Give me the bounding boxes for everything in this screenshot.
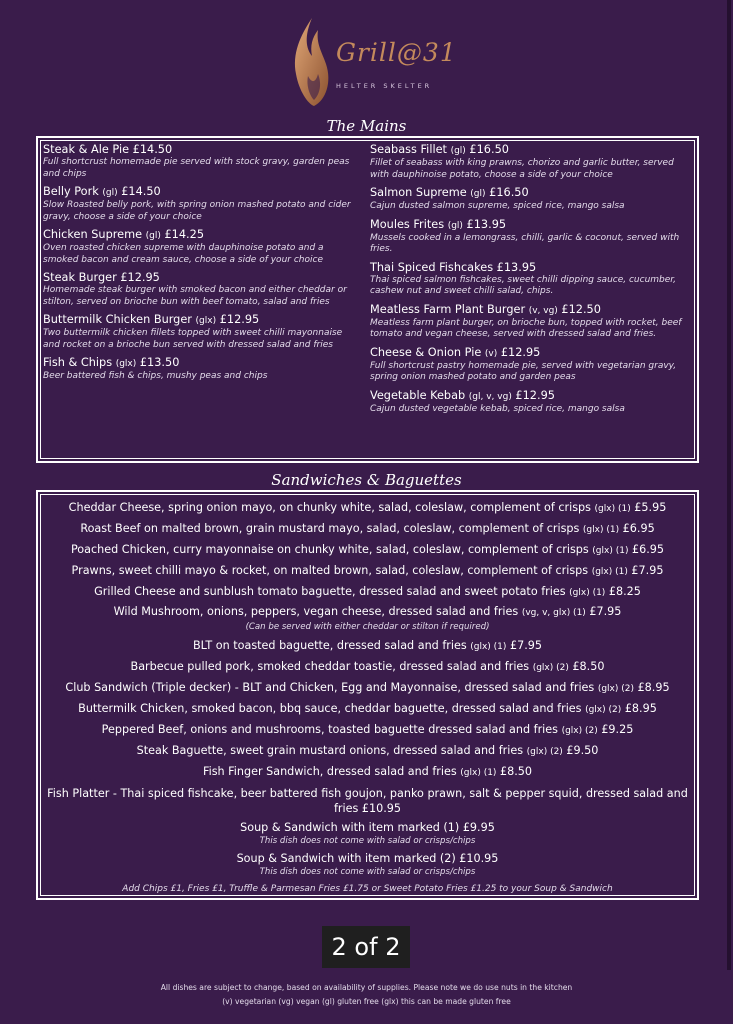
sandwich-row	[44, 561, 691, 582]
item-price: £12.50	[561, 302, 601, 316]
menu-item	[370, 346, 692, 384]
sandwich-price: £8.50	[572, 660, 605, 673]
item-title: Vegetable Kebab	[370, 388, 466, 402]
sandwich-row	[44, 657, 691, 678]
item-price: £12.95	[219, 313, 260, 326]
sandwich-text: Fish Finger Sandwich, dressed salad and fries	[202, 765, 457, 778]
sandwich-price: £8.50	[500, 765, 533, 778]
diet-tag: (glx) (1)	[460, 768, 497, 778]
item-desc: Beer battered fish & chips, mushy peas and chips	[43, 371, 268, 381]
diet-tag: (gl)	[145, 231, 161, 241]
sandwich-row	[44, 741, 691, 762]
diet-tag: (vg, v, glx) (1)	[521, 608, 586, 618]
footer-disclaimer: All dishes are subject to change, based on availability of supplies. Please note we do use nuts in the kitchen	[160, 983, 573, 992]
sandwich-price: £9.25	[601, 723, 634, 736]
sandwich-text: Peppered Beef, onions and mushrooms, toasted baguette dressed salad and fries	[101, 723, 559, 736]
diet-tag: (gl)	[450, 146, 466, 156]
fish-platter: Fish Platter - Thai spiced fishcake, beer battered fish goujon, panko prawn, salt & pepper squid, dressed salad and fries £10.95	[47, 787, 688, 815]
item-title: Meatless Farm Plant Burger	[370, 302, 526, 316]
sandwiches-title: Sandwiches & Baguettes	[271, 471, 462, 489]
sandwich-text: Prawns, sweet chilli mayo & rocket, on malted brown, salad, coleslaw, complement of crisps	[71, 564, 589, 577]
item-title: Belly Pork	[43, 185, 99, 198]
item-price: £13.50	[139, 356, 180, 369]
sandwich-row	[44, 540, 691, 561]
sandwich-row	[44, 636, 691, 657]
sandwich-row	[44, 762, 691, 783]
footer-legend: (v) vegetarian (vg) vegan (gl) gluten free (glx) this can be made gluten free	[222, 997, 511, 1006]
sandwich-price: £9.50	[566, 744, 599, 757]
diet-tag: (glx) (2)	[597, 684, 634, 694]
item-desc: Mussels cooked in a lemongrass, chilli, garlic & coconut, served with fries.	[370, 232, 680, 254]
diet-tag: (gl)	[470, 189, 486, 199]
item-name	[43, 185, 361, 200]
menu-item	[370, 303, 692, 341]
item-name	[43, 313, 361, 328]
diet-tag: (gl, v, vg)	[468, 391, 512, 402]
sandwich-row	[44, 498, 691, 519]
item-name: Thai Spiced Fishcakes £13.95	[370, 260, 537, 274]
flame-icon	[290, 16, 332, 108]
sandwich-row	[44, 519, 691, 540]
sandwich-price: £7.95	[509, 639, 543, 652]
menu-item	[43, 143, 361, 180]
item-title: Seabass Fillet	[370, 143, 447, 156]
sandwich-row	[44, 603, 691, 622]
item-name: Steak Burger £12.95	[43, 271, 160, 284]
item-price: £14.50	[121, 185, 161, 198]
mains-left-column	[43, 143, 361, 388]
diet-tag: (glx) (1)	[470, 642, 507, 652]
menu-item	[370, 218, 692, 256]
diet-tag: (glx)	[195, 316, 217, 326]
soup-sandwich-2-note: This dish does not come with salad or crisps/chips	[259, 867, 476, 877]
sandwich-text: Grilled Cheese and sunblush tomato baguette, dressed salad and sweet potato fries	[94, 585, 566, 598]
mains-frame	[36, 136, 699, 463]
diet-tag: (glx) (1)	[591, 567, 628, 577]
sandwich-text: Wild Mushroom, onions, peppers, vegan cheese, dressed salad and fries	[113, 605, 519, 618]
menu-item	[370, 143, 692, 181]
menu-item	[43, 185, 361, 223]
sandwich-text: Barbecue pulled pork, smoked cheddar toastie, dressed salad and fries	[130, 660, 530, 673]
item-desc: Cajun dusted salmon supreme, spiced rice, mango salsa	[370, 201, 625, 211]
sandwich-price: £7.95	[589, 605, 622, 618]
item-title: Cheese & Onion Pie	[370, 345, 482, 359]
brand-subtitle: HELTER SKELTER	[336, 82, 433, 90]
item-name	[43, 356, 361, 371]
diet-tag: (glx) (1)	[594, 504, 631, 514]
menu-item	[43, 356, 361, 383]
item-title: Buttermilk Chicken Burger	[43, 313, 192, 326]
item-name	[43, 228, 361, 243]
item-desc: Slow Roasted belly pork, with spring onion mashed potato and cider gravy, choose a side of your choice	[43, 200, 351, 222]
diet-tag: (glx) (2)	[532, 663, 569, 673]
item-title: Chicken Supreme	[43, 228, 143, 241]
item-price: £12.95	[515, 388, 555, 402]
sandwich-text: Poached Chicken, curry mayonnaise on chunky white, salad, coleslaw, complement of crisps	[70, 543, 589, 556]
soup-sandwich-1: Soup & Sandwich with item marked (1) £9.95	[240, 821, 495, 834]
menu-item	[370, 186, 692, 213]
item-title: Moules Frites	[370, 217, 445, 231]
item-desc: Thai spiced salmon fishcakes, sweet chilli dipping sauce, cucumber, cashew nut and sweet chilli salad, chips.	[370, 274, 677, 296]
item-price: £13.95	[466, 217, 507, 231]
mains-right-column	[370, 143, 692, 420]
sandwich-row	[44, 582, 691, 603]
brand-name: Grill@31	[336, 38, 457, 67]
diet-tag: (gl)	[447, 220, 463, 231]
soup-sandwich-2: Soup & Sandwich with item marked (2) £10.95	[236, 852, 499, 865]
diet-tag: (glx) (1)	[569, 588, 606, 598]
sandwich-row	[44, 720, 691, 741]
item-desc: Meatless farm plant burger, on brioche bun, topped with rocket, beef tomato and vegan cheese, served with dressed salad and fries.	[370, 317, 682, 339]
sandwich-price: £6.95	[622, 522, 655, 535]
sandwich-list	[44, 498, 691, 898]
diet-tag: (glx)	[115, 359, 137, 369]
item-name	[370, 303, 692, 318]
item-price: £16.50	[469, 143, 509, 156]
menu-item	[370, 261, 692, 298]
sandwich-text: BLT on toasted baguette, dressed salad and fries	[192, 639, 467, 652]
soup-sandwich-1-note: This dish does not come with salad or crisps/chips	[259, 836, 476, 846]
sandwich-price: £8.25	[608, 585, 641, 598]
page-indicator: 2 of 2	[322, 926, 410, 968]
diet-tag: (v, vg)	[528, 305, 558, 316]
sandwich-price: £8.95	[637, 681, 670, 694]
sandwich-text: Cheddar Cheese, spring onion mayo, on chunky white, salad, coleslaw, complement of crisps	[68, 501, 591, 514]
sandwich-text: Steak Baguette, sweet grain mustard onions, dressed salad and fries	[136, 744, 524, 757]
sandwich-price: £7.95	[631, 564, 664, 577]
item-desc: Oven roasted chicken supreme with dauphinoise potato and a smoked bacon and cream sauce, choose a side of your choice	[43, 243, 324, 265]
diet-tag: (v)	[484, 348, 498, 359]
item-title: Fish & Chips	[43, 356, 113, 369]
diet-tag: (glx) (1)	[592, 546, 629, 556]
sandwich-price: £6.95	[632, 543, 665, 556]
item-price: £12.95	[500, 345, 541, 359]
item-desc: Full shortcrust homemade pie served with stock gravy, garden peas and chips	[43, 157, 350, 179]
menu-item	[43, 228, 361, 266]
sandwich-text: Club Sandwich (Triple decker) - BLT and Chicken, Egg and Mayonnaise, dressed salad and fries	[65, 681, 595, 694]
sandwich-row	[44, 678, 691, 699]
sandwich-text: Buttermilk Chicken, smoked bacon, bbq sauce, cheddar baguette, dressed salad and fries	[78, 702, 582, 715]
item-title: Salmon Supreme	[370, 186, 467, 199]
item-name	[370, 186, 692, 201]
item-price: £14.25	[164, 228, 205, 241]
diet-tag: (glx) (2)	[526, 747, 563, 757]
sandwich-price: £5.95	[634, 501, 667, 514]
sandwich-price: £8.95	[624, 702, 657, 715]
item-name	[370, 143, 692, 158]
menu-item	[370, 389, 692, 416]
item-desc: Cajun dusted vegetable kebab, spiced rice, mango salsa	[370, 403, 625, 414]
diet-tag: (glx) (1)	[582, 525, 620, 535]
item-desc: Fillet of seabass with king prawns, chorizo and garlic butter, served with dauphinoise potato, choose a side of your choice	[370, 158, 674, 180]
diet-tag: (glx) (2)	[561, 726, 598, 736]
item-name	[370, 389, 692, 404]
item-name: Steak & Ale Pie £14.50	[43, 143, 173, 156]
menu-item	[43, 313, 361, 351]
menu-item	[43, 271, 361, 308]
item-desc: Two buttermilk chicken fillets topped with sweet chilli mayonnaise and rocket on a brioche bun served with dressed salad and fries	[43, 328, 343, 350]
item-name	[370, 218, 692, 233]
item-price: £16.50	[489, 186, 529, 199]
addon-note: Add Chips £1, Fries £1, Truffle & Parmesan Fries £1.75 or Sweet Potato Fries £1.25 to your Soup & Sandwich	[122, 884, 613, 894]
mains-title: The Mains	[326, 117, 407, 135]
sandwich-text: Roast Beef on malted brown, grain mustard mayo, salad, coleslaw, complement of crisps	[80, 522, 580, 535]
item-desc: Full shortcrust pastry homemade pie, served with vegetarian gravy, spring onion mashed potato and garden peas	[370, 360, 677, 382]
diet-tag: (gl)	[102, 188, 118, 198]
diet-tag: (glx) (2)	[585, 705, 622, 715]
item-desc: Homemade steak burger with smoked bacon and either cheddar or stilton, served on brioche bun with beef tomato, salad and fries	[43, 285, 347, 307]
item-name	[370, 346, 692, 361]
logo	[0, 8, 733, 106]
sandwiches-frame	[36, 490, 699, 900]
sandwich-row	[44, 699, 691, 720]
sandwich-note: (Can be served with either cheddar or stilton if required)	[245, 622, 490, 632]
